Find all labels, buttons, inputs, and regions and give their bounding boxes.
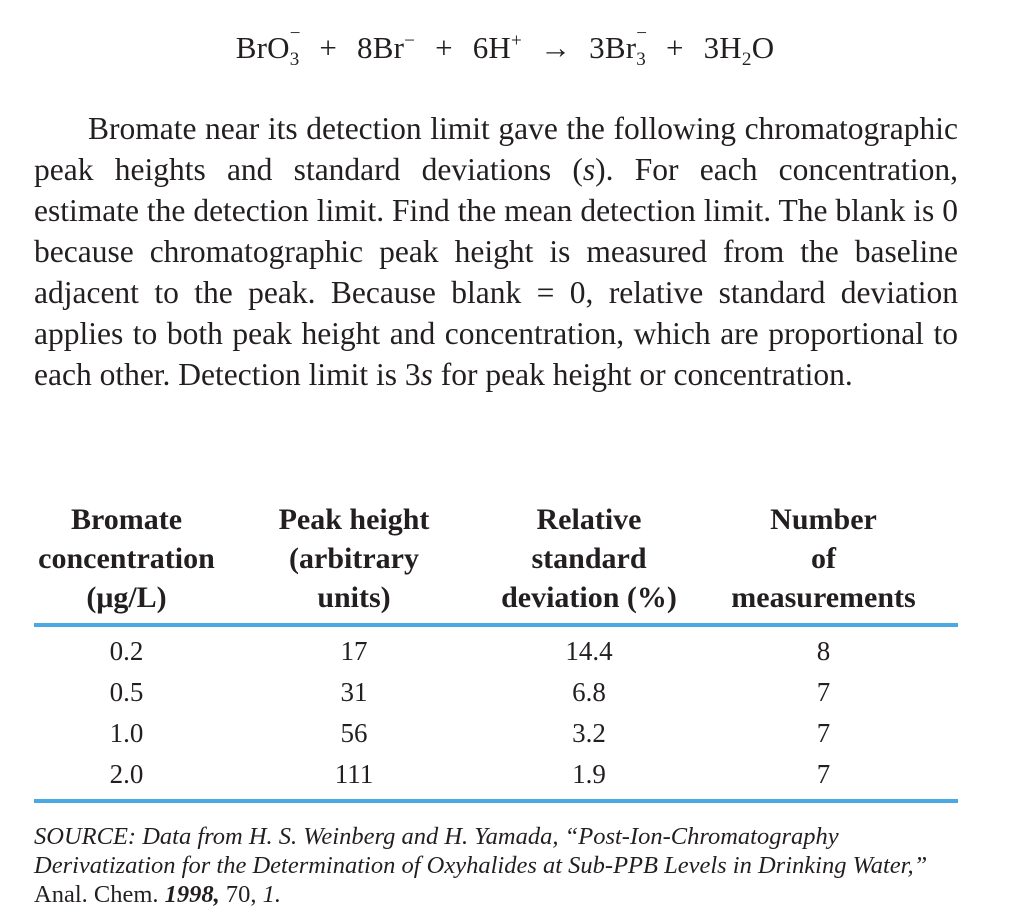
header-bromate-concentration — [34, 500, 219, 625]
paragraph-text: Bromate near its detection limit gave the following chromatographic peak heights and standard deviations ( — [34, 111, 958, 187]
source-volume: 70, — [225, 881, 257, 908]
table-row — [34, 754, 958, 801]
equation-sup: + — [511, 30, 523, 52]
cell-concentration: 0.5 — [109, 677, 144, 707]
cell-measurements: 7 — [816, 718, 831, 748]
equation-text: 6H — [472, 30, 512, 65]
header-line: Relative — [536, 503, 642, 536]
source-year: 1998, — [164, 881, 220, 908]
problem-text — [34, 108, 958, 395]
header-line: Bromate — [70, 503, 183, 536]
header-line: (arbitrary — [289, 542, 419, 575]
header-line: Number — [770, 503, 877, 536]
equation-text: 3H — [703, 30, 742, 65]
std-dev-symbol: s — [420, 357, 433, 392]
reaction-arrow-icon: → — [540, 30, 572, 65]
header-number-of-measurements — [689, 500, 958, 625]
equation-operator: + — [319, 30, 338, 65]
equation-operator: + — [665, 30, 684, 65]
source-journal: Anal. Chem. — [34, 881, 159, 908]
header-line: deviation (%) — [501, 581, 677, 614]
equation-supsub — [289, 23, 301, 70]
equation-text: 8Br — [357, 30, 405, 65]
equation-term-bromate — [235, 23, 301, 70]
source-page: 1. — [262, 881, 282, 908]
table-row — [34, 672, 958, 713]
equation-text: 3Br — [589, 30, 637, 65]
bromate-data-table — [34, 500, 958, 803]
table-row — [34, 713, 958, 754]
equation-supsub — [636, 23, 648, 70]
problem-paragraph — [34, 108, 958, 395]
table-header-row — [34, 500, 958, 625]
cell-peak-height: 111 — [334, 759, 374, 789]
equation-sup: − — [404, 30, 416, 52]
cell-measurements: 7 — [816, 759, 831, 789]
header-line: concentration — [38, 542, 215, 575]
equation-term-tribromide — [589, 23, 648, 70]
equation-term-water — [703, 30, 775, 71]
table-body — [34, 625, 958, 801]
source-citation — [34, 822, 974, 909]
std-dev-symbol: s — [582, 152, 596, 187]
equation-sup: − — [289, 23, 301, 44]
header-line: Peak height — [278, 503, 430, 536]
data-table-container — [34, 500, 958, 803]
table-header — [34, 500, 958, 625]
cell-relative-std-dev: 6.8 — [572, 677, 606, 707]
table-row — [34, 625, 958, 672]
cell-relative-std-dev: 3.2 — [572, 718, 606, 748]
cell-peak-height: 56 — [340, 718, 368, 748]
cell-measurements: 8 — [816, 636, 831, 666]
equation-term-bromide — [357, 30, 415, 66]
equation-sup: − — [636, 23, 648, 44]
paragraph-text: for peak height or concentration. — [432, 357, 853, 392]
equation-sub: 2 — [741, 49, 752, 71]
header-line: units) — [317, 581, 391, 614]
cell-relative-std-dev: 14.4 — [565, 636, 613, 666]
equation-sub: 3 — [636, 49, 646, 70]
cell-concentration: 0.2 — [109, 636, 144, 666]
header-peak-height — [219, 500, 489, 625]
cell-concentration: 1.0 — [109, 718, 144, 748]
cell-concentration: 2.0 — [109, 759, 144, 789]
chemical-equation — [0, 23, 1010, 71]
header-line: of — [811, 542, 836, 575]
equation-operator: + — [435, 30, 453, 65]
equation-text: BrO — [235, 30, 290, 65]
header-line: measurements — [731, 581, 916, 614]
paragraph-text: ). For each concentration, estimate the detection limit. Find the mean detection limit. The blank is 0 because chromatographic peak height is measured from the baseline adjacent to the peak. Because blank = 0, relative standard deviation applies to both peak height and concentration, which are proportional to each other. Detection limit is 3 — [34, 152, 958, 392]
equation-sub: 3 — [289, 49, 300, 70]
cell-peak-height: 17 — [340, 636, 368, 666]
equation-text: O — [751, 30, 775, 65]
cell-relative-std-dev: 1.9 — [572, 759, 606, 789]
cell-measurements: 7 — [816, 677, 831, 707]
source-label: SOURCE: Data from H. S. Weinberg and H. Yamada, “Post-Ion-Chromatography Derivatization for the Determination of Oxyhalides at Sub-PPB Levels in Drinking Water,” — [34, 823, 928, 879]
header-line: standard — [531, 542, 647, 575]
equation-term-proton — [473, 30, 522, 66]
header-relative-std-dev — [489, 500, 689, 625]
cell-peak-height: 31 — [340, 677, 368, 707]
header-line: (μg/L) — [86, 581, 167, 614]
